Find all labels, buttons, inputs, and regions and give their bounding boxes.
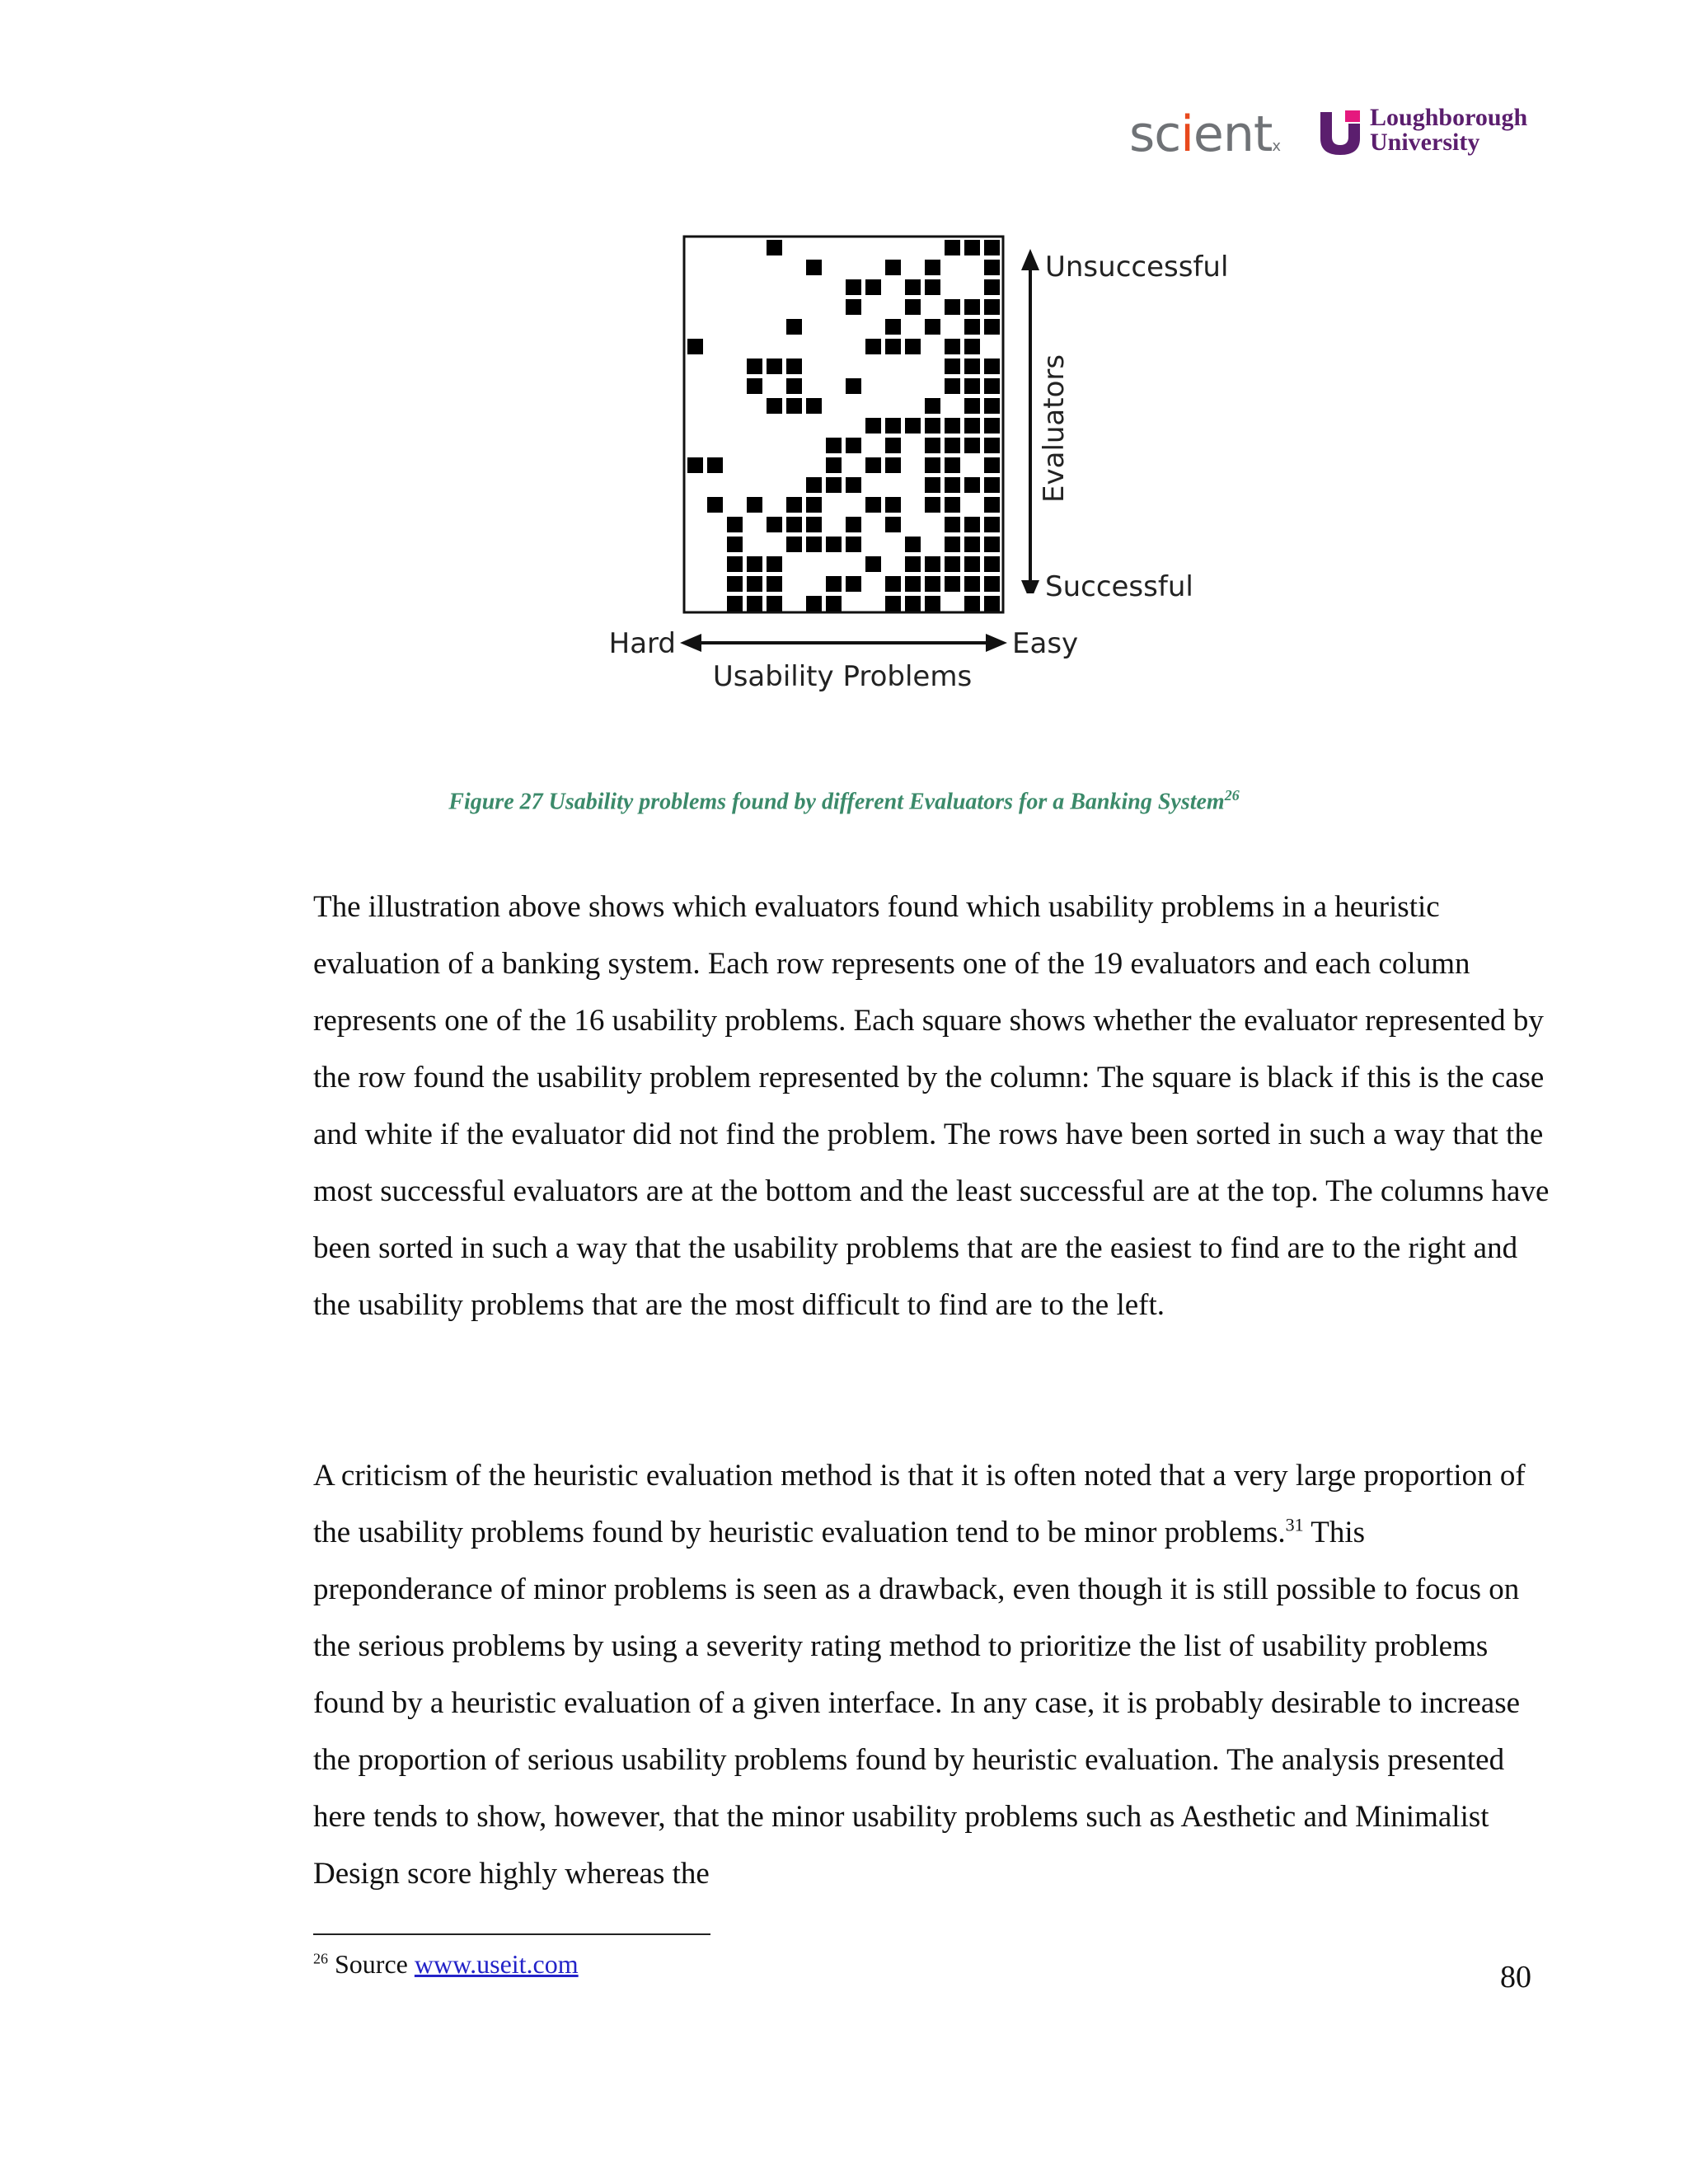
matrix-cell-r19-c5 xyxy=(767,596,782,612)
matrix-cell-r10-c15 xyxy=(964,418,980,434)
matrix-cell-r3-c13 xyxy=(925,279,940,295)
matrix-cell-r2-c7 xyxy=(806,260,822,275)
matrix-cell-r16-c16 xyxy=(984,537,1000,552)
matrix-cell-r17-c14 xyxy=(945,556,960,572)
matrix-cell-r14-c14 xyxy=(945,497,960,513)
matrix-cell-r17-c3 xyxy=(727,556,743,572)
arrow-right-icon xyxy=(986,634,1007,652)
matrix-cell-r2-c16 xyxy=(984,260,1000,275)
matrix-cell-r17-c15 xyxy=(964,556,980,572)
matrix-cell-r19-c16 xyxy=(984,596,1000,612)
matrix-cell-r17-c12 xyxy=(905,556,921,572)
figure-caption: Figure 27 Usability problems found by different Evaluators for a Banking System$^{26}$ xyxy=(448,787,1240,815)
matrix-cell-r16-c7 xyxy=(806,537,822,552)
label-successful: Successful xyxy=(1045,570,1193,603)
matrix-cell-r12-c1 xyxy=(687,457,703,473)
label-easy: Easy xyxy=(1012,627,1079,660)
matrix-cell-r18-c5 xyxy=(767,576,782,592)
matrix-cell-r18-c12 xyxy=(905,576,921,592)
matrix-cell-r15-c5 xyxy=(767,517,782,532)
matrix-cell-r11-c13 xyxy=(925,438,940,453)
matrix-cell-r15-c15 xyxy=(964,517,980,532)
matrix-cell-r18-c4 xyxy=(747,576,762,592)
matrix-cell-r7-c5 xyxy=(767,359,782,374)
matrix-chart xyxy=(593,231,1253,709)
caption-footnote-ref[interactable]: 26 xyxy=(1224,787,1240,804)
label-hard: Hard xyxy=(608,627,676,660)
matrix-cell-r16-c15 xyxy=(964,537,980,552)
matrix-cell-r12-c8 xyxy=(826,457,842,473)
matrix-cell-r10-c13 xyxy=(925,418,940,434)
matrix-cell-r15-c16 xyxy=(984,517,1000,532)
matrix-cell-r8-c9 xyxy=(846,378,861,394)
paragraph-2: A criticism of the heuristic evaluation method is that it is often noted that a very large proportion of the usability problems found by heuristic evaluation tend to be minor problems.$^{31}$ This preponderance of minor problems is seen as a drawback, even though it is still possible to focus on the serious problems by using a severity rating method to prioritize the list of usability problems found by a heuristic evaluation of a given interface. In any case, it is probably desirable to increase the proportion of serious usability problems found by heuristic evaluation. The analysis presented here tends to show, however, that the minor usability problems such as Aesthetic and Minimalist Design score highly whereas the xyxy=(313,1459,1526,1891)
matrix-cell-r18-c11 xyxy=(885,576,901,592)
matrix-cell-r13-c8 xyxy=(826,477,842,493)
matrix-cell-r14-c7 xyxy=(806,497,822,513)
footnote-link[interactable]: www.useit.com xyxy=(414,1949,579,1979)
matrix-cell-r5-c13 xyxy=(925,319,940,335)
matrix-cell-r7-c14 xyxy=(945,359,960,374)
matrix-cell-r10-c14 xyxy=(945,418,960,434)
matrix-cell-r1-c15 xyxy=(964,240,980,255)
matrix-cell-r19-c15 xyxy=(964,596,980,612)
matrix-cell-r5-c15 xyxy=(964,319,980,335)
matrix-cell-r15-c14 xyxy=(945,517,960,532)
loughborough-university-logo-icon xyxy=(1319,109,1362,157)
matrix-cell-r17-c16 xyxy=(984,556,1000,572)
matrix-cell-r12-c14 xyxy=(945,457,960,473)
matrix-cell-r17-c13 xyxy=(925,556,940,572)
matrix-cell-r11-c11 xyxy=(885,438,901,453)
matrix-cell-r1-c5 xyxy=(767,240,782,255)
matrix-cell-r14-c13 xyxy=(925,497,940,513)
page-number: 80 xyxy=(1500,1960,1531,1994)
matrix-cell-r18-c9 xyxy=(846,576,861,592)
matrix-cell-r2-c13 xyxy=(925,260,940,275)
matrix-cell-r9-c15 xyxy=(964,398,980,414)
page-header xyxy=(1129,105,1533,163)
matrix-cell-r9-c16 xyxy=(984,398,1000,414)
matrix-cell-r19-c7 xyxy=(806,596,822,612)
matrix-cell-r15-c9 xyxy=(846,517,861,532)
matrix-cell-r11-c9 xyxy=(846,438,861,453)
matrix-cell-r3-c16 xyxy=(984,279,1000,295)
matrix-cell-r8-c4 xyxy=(747,378,762,394)
matrix-cell-r4-c9 xyxy=(846,299,861,315)
matrix-cell-r18-c16 xyxy=(984,576,1000,592)
matrix-cell-r4-c15 xyxy=(964,299,980,315)
matrix-cell-r11-c16 xyxy=(984,438,1000,453)
matrix-cell-r19-c4 xyxy=(747,596,762,612)
matrix-cell-r8-c15 xyxy=(964,378,980,394)
matrix-cell-r7-c15 xyxy=(964,359,980,374)
matrix-cell-r14-c6 xyxy=(786,497,802,513)
matrix-cell-r15-c3 xyxy=(727,517,743,532)
matrix-cell-r18-c13 xyxy=(925,576,940,592)
matrix-cell-r18-c14 xyxy=(945,576,960,592)
matrix-cell-r9-c7 xyxy=(806,398,822,414)
matrix-cell-r15-c7 xyxy=(806,517,822,532)
matrix-cell-r10-c10 xyxy=(865,418,881,434)
matrix-cell-r14-c16 xyxy=(984,497,1000,513)
matrix-cell-r17-c10 xyxy=(865,556,881,572)
matrix-cell-r2-c11 xyxy=(885,260,901,275)
matrix-cell-r14-c10 xyxy=(865,497,881,513)
matrix-cell-r14-c11 xyxy=(885,497,901,513)
university-name: Loughborough University xyxy=(1370,104,1528,156)
matrix-cell-r6-c11 xyxy=(885,339,901,354)
matrix-cell-r8-c16 xyxy=(984,378,1000,394)
matrix-cell-r9-c6 xyxy=(786,398,802,414)
matrix-cell-r13-c16 xyxy=(984,477,1000,493)
matrix-cell-r19-c3 xyxy=(727,596,743,612)
matrix-cell-r6-c1 xyxy=(687,339,703,354)
matrix-cell-r1-c16 xyxy=(984,240,1000,255)
matrix-cell-r18-c8 xyxy=(826,576,842,592)
footnote-divider xyxy=(313,1933,710,1935)
matrix-cell-r10-c16 xyxy=(984,418,1000,434)
matrix-cell-r6-c12 xyxy=(905,339,921,354)
matrix-cell-r18-c15 xyxy=(964,576,980,592)
matrix-cell-r6-c10 xyxy=(865,339,881,354)
matrix-cell-r11-c15 xyxy=(964,438,980,453)
matrix-cell-r12-c11 xyxy=(885,457,901,473)
matrix-cell-r16-c8 xyxy=(826,537,842,552)
matrix-cell-r13-c13 xyxy=(925,477,940,493)
matrix-cell-r16-c3 xyxy=(727,537,743,552)
matrix-cell-r19-c11 xyxy=(885,596,901,612)
matrix-cell-r12-c16 xyxy=(984,457,1000,473)
label-unsuccessful: Unsuccessful xyxy=(1045,251,1229,284)
matrix-cell-r13-c14 xyxy=(945,477,960,493)
matrix-cell-r17-c5 xyxy=(767,556,782,572)
matrix-cell-r15-c11 xyxy=(885,517,901,532)
matrix-cell-r4-c16 xyxy=(984,299,1000,315)
matrix-cell-r19-c8 xyxy=(826,596,842,612)
matrix-cell-r14-c2 xyxy=(707,497,723,513)
matrix-cell-r9-c13 xyxy=(925,398,940,414)
matrix-cell-r8-c6 xyxy=(786,378,802,394)
scient-logo: scientx xyxy=(1129,105,1281,163)
matrix-cell-r16-c9 xyxy=(846,537,861,552)
matrix-cell-r13-c15 xyxy=(964,477,980,493)
matrix-cell-r16-c12 xyxy=(905,537,921,552)
matrix-cell-r12-c13 xyxy=(925,457,940,473)
matrix-cell-r11-c8 xyxy=(826,438,842,453)
matrix-cell-r16-c14 xyxy=(945,537,960,552)
arrow-left-icon xyxy=(680,634,701,652)
matrix-cell-r8-c14 xyxy=(945,378,960,394)
matrix-cell-r12-c2 xyxy=(707,457,723,473)
label-evaluators: Evaluators xyxy=(1038,354,1071,503)
matrix-cell-r5-c11 xyxy=(885,319,901,335)
reference-31[interactable]: 31 xyxy=(1285,1514,1304,1535)
matrix-cell-r14-c4 xyxy=(747,497,762,513)
label-usability-problems: Usability Problems xyxy=(712,660,973,693)
matrix-cell-r3-c9 xyxy=(846,279,861,295)
matrix-cell-r15-c6 xyxy=(786,517,802,532)
matrix-cell-r11-c14 xyxy=(945,438,960,453)
matrix-cell-r19-c13 xyxy=(925,596,940,612)
matrix-cell-r10-c12 xyxy=(905,418,921,434)
footnote: $^{26}$ Source www.useit.com xyxy=(313,1949,579,1979)
matrix-cell-r7-c16 xyxy=(984,359,1000,374)
matrix-cell-r3-c12 xyxy=(905,279,921,295)
matrix-cell-r9-c5 xyxy=(767,398,782,414)
matrix-cell-r18-c3 xyxy=(727,576,743,592)
matrix-cell-r19-c12 xyxy=(905,596,921,612)
matrix-cells xyxy=(687,240,1000,612)
matrix-cell-r12-c10 xyxy=(865,457,881,473)
matrix-cell-r17-c4 xyxy=(747,556,762,572)
matrix-cell-r6-c14 xyxy=(945,339,960,354)
matrix-cell-r10-c11 xyxy=(885,418,901,434)
matrix-cell-r3-c10 xyxy=(865,279,881,295)
matrix-cell-r5-c16 xyxy=(984,319,1000,335)
matrix-cell-r4-c12 xyxy=(905,299,921,315)
matrix-cell-r13-c7 xyxy=(806,477,822,493)
evaluator-problem-matrix-figure xyxy=(593,231,1253,709)
paragraph-1: The illustration above shows which evaluators found which usability problems in a heuristic evaluation of a banking system. Each row represents one of the 19 evaluators and each column represents one of the 16 usability problems. Each square shows whether the evaluator represented by the row found the usability problem represented by the column: The square is black if this is the case and white if the evaluator did not find the problem. The rows have been sorted in such a way that the most successful evaluators are at the bottom and the least successful are at the top. The columns have been sorted in such a way that the usability problems that are the easiest to find are to the right and the usability problems that are the most difficult to find are to the left. xyxy=(313,890,1550,1322)
matrix-cell-r4-c14 xyxy=(945,299,960,315)
arrow-up-icon xyxy=(1021,249,1039,270)
matrix-cell-r7-c6 xyxy=(786,359,802,374)
matrix-cell-r13-c9 xyxy=(846,477,861,493)
matrix-cell-r7-c4 xyxy=(747,359,762,374)
matrix-cell-r6-c15 xyxy=(964,339,980,354)
matrix-cell-r16-c6 xyxy=(786,537,802,552)
matrix-cell-r5-c6 xyxy=(786,319,802,335)
matrix-cell-r1-c14 xyxy=(945,240,960,255)
